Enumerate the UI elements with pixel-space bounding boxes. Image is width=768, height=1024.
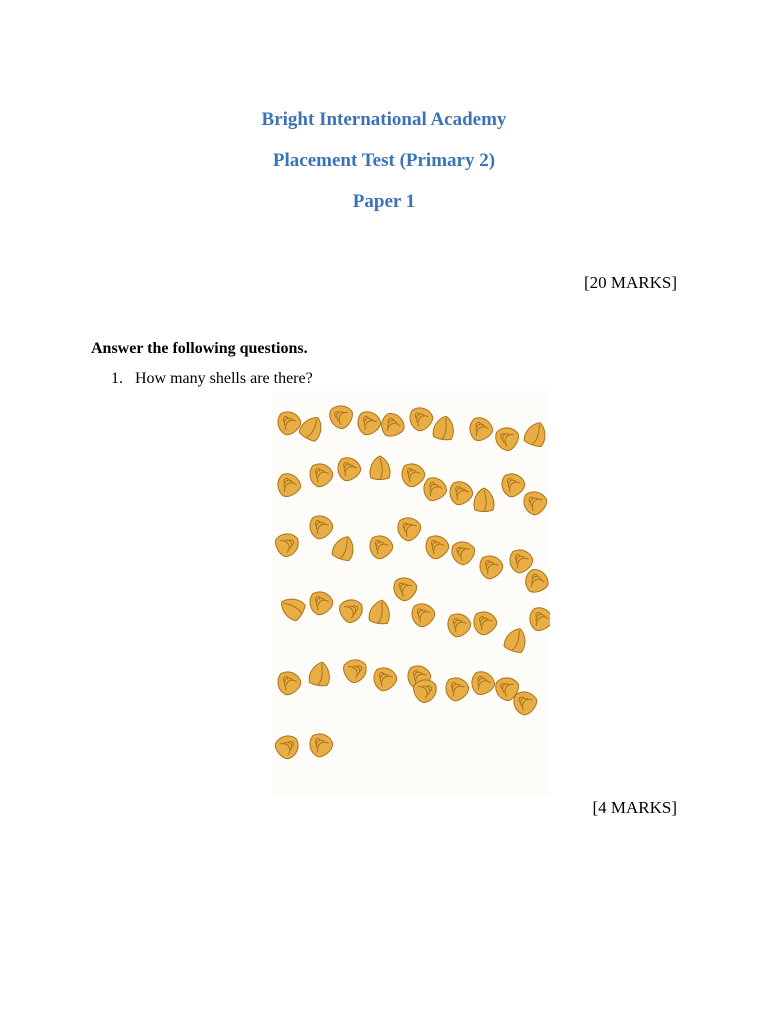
shell — [397, 459, 428, 491]
shell — [305, 587, 336, 619]
shell — [406, 598, 438, 630]
question-1-marks: [4 MARKS] — [592, 798, 677, 817]
shell — [523, 419, 550, 448]
shell — [404, 402, 436, 434]
shell — [369, 663, 400, 695]
shell — [491, 423, 522, 453]
test-title: Placement Test (Primary 2) — [272, 150, 496, 171]
shell — [445, 477, 476, 508]
shell — [331, 533, 358, 562]
shells-picture — [272, 391, 550, 796]
shell — [389, 573, 421, 604]
shell — [519, 487, 550, 518]
question-1 — [111, 370, 313, 388]
shell — [467, 667, 497, 698]
shell — [273, 469, 303, 500]
shell — [368, 598, 392, 625]
shell — [365, 531, 396, 563]
question-number: 1. — [111, 370, 123, 387]
shell — [273, 667, 304, 699]
shell — [340, 655, 371, 685]
shell — [474, 488, 494, 512]
shell — [305, 459, 336, 491]
shell — [305, 729, 336, 761]
shell — [273, 407, 304, 439]
shell — [378, 410, 406, 439]
shell — [272, 529, 303, 559]
shell — [432, 414, 456, 441]
shell — [298, 413, 327, 443]
shells-illustration — [272, 391, 550, 796]
shell — [325, 401, 356, 431]
shell — [421, 531, 452, 563]
shell — [497, 469, 528, 501]
shell — [333, 453, 364, 484]
shell — [370, 456, 390, 480]
shell — [469, 607, 500, 639]
instructions: Answer the following questions. — [91, 340, 308, 357]
shell — [308, 660, 332, 687]
shell — [272, 731, 303, 762]
shell — [336, 595, 367, 625]
shell — [443, 609, 474, 641]
shell — [525, 603, 550, 634]
shell — [475, 551, 506, 583]
shell — [503, 625, 530, 654]
total-marks: [20 MARKS] — [583, 273, 677, 292]
shell — [393, 513, 425, 544]
shell — [441, 673, 472, 705]
shell — [447, 537, 478, 568]
shell — [353, 407, 384, 438]
shell — [465, 413, 495, 444]
question-text: How many shells are there? — [135, 370, 313, 387]
shell — [305, 511, 336, 543]
shell — [277, 593, 307, 622]
paper-title: Paper 1 — [352, 191, 416, 212]
school-name: Bright International Academy — [261, 109, 507, 130]
